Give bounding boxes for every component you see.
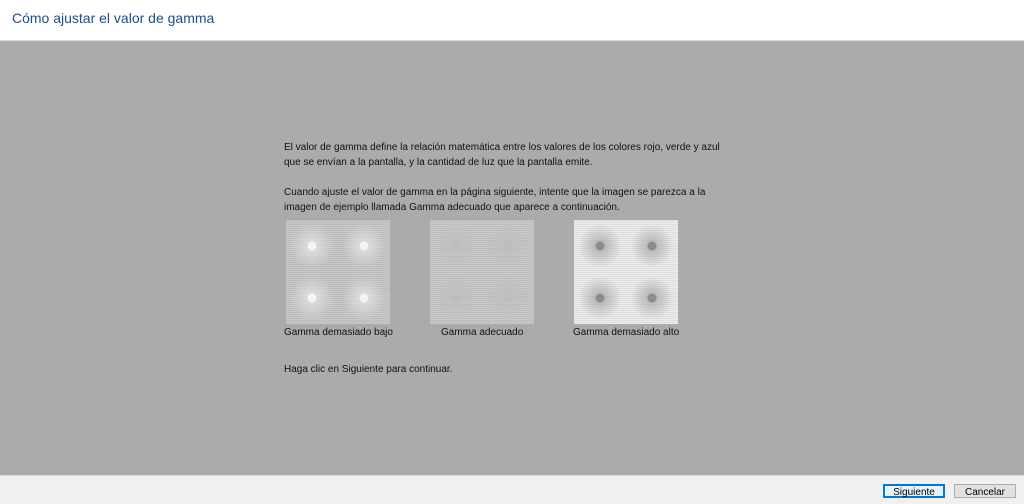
gamma-low-sample-icon [286, 220, 390, 324]
wizard-content [0, 41, 1024, 475]
gamma-sample-pattern [286, 220, 390, 324]
page-title: Cómo ajustar el valor de gamma [12, 10, 215, 26]
caption-gamma-high: Gamma demasiado alto [573, 327, 680, 338]
caption-gamma-good: Gamma adecuado [441, 327, 524, 338]
gamma-high-sample-icon [574, 220, 678, 324]
continue-instruction: Haga clic en Siguiente para continuar. [284, 364, 453, 375]
wizard-footer [0, 475, 1024, 504]
gamma-sample-pattern [430, 220, 534, 324]
gamma-sample-pattern [574, 220, 678, 324]
cancel-button[interactable]: Cancelar [954, 484, 1016, 498]
intro-paragraph: El valor de gamma define la relación matemática entre los valores de los colores rojo, verde y azul que se envían a la pantalla, y la cantidad de luz que la pantalla emite. [284, 142, 720, 168]
wizard-header [0, 0, 1024, 41]
gamma-good-sample-icon [430, 220, 534, 324]
instruction-paragraph: Cuando ajuste el valor de gamma en la página siguiente, intente que la imagen se parezca a la imagen de ejemplo llamada Gamma adecuado que aparece a continuación. [284, 187, 706, 213]
caption-gamma-low: Gamma demasiado bajo [284, 327, 393, 338]
next-button[interactable]: Siguiente [883, 484, 945, 498]
